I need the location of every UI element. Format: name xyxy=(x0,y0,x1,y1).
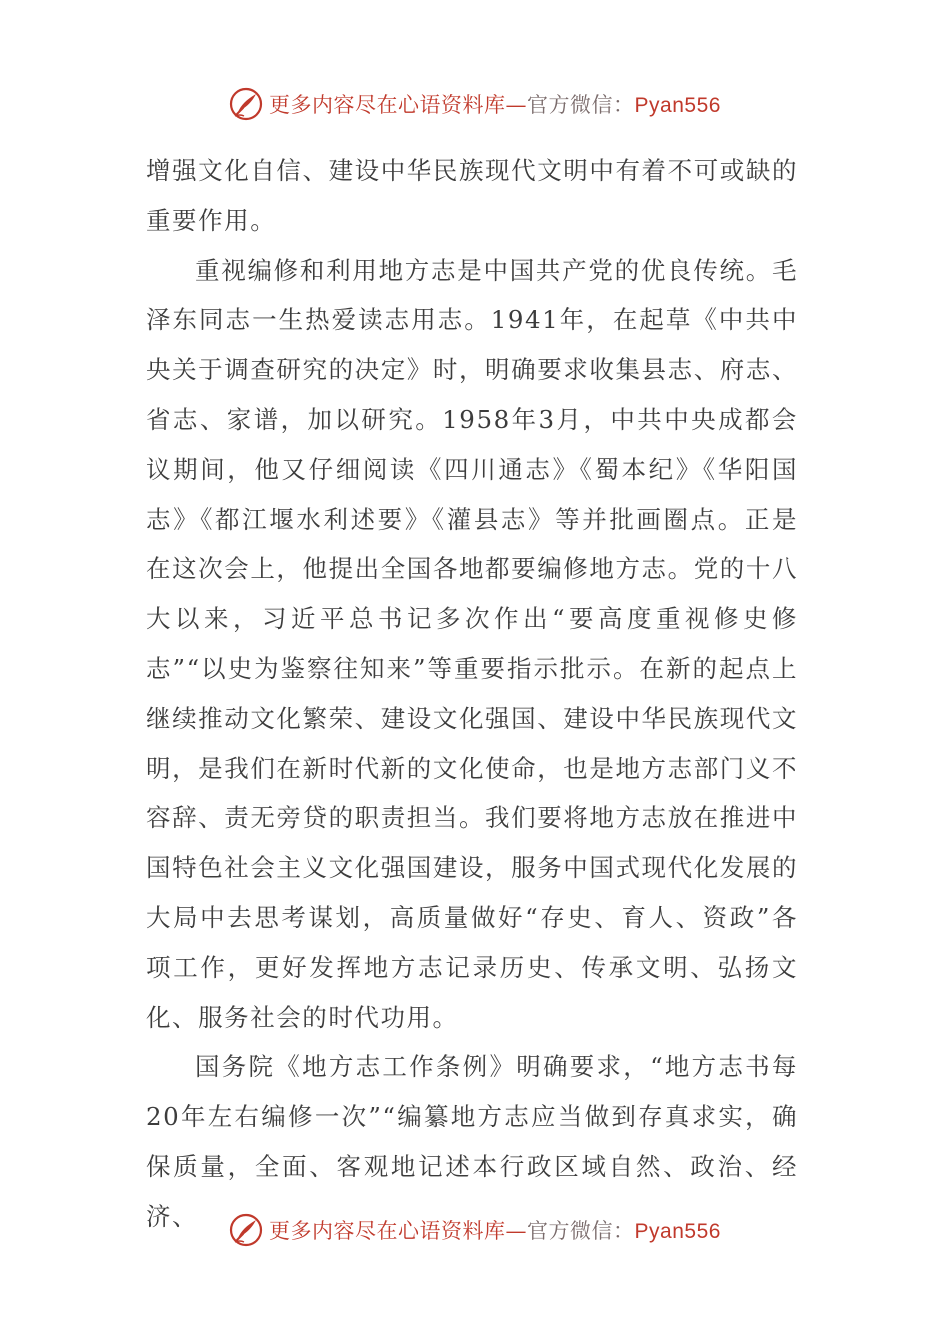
quill-seal-logo-icon xyxy=(229,1213,263,1247)
header-wechat-id: Pyan556 xyxy=(634,94,721,117)
paragraph-continuation: 增强文化自信、建设中华民族现代文明中有着不可或缺的重要作用。 xyxy=(146,156,798,235)
document-body xyxy=(146,146,798,1242)
footer-banner xyxy=(0,1210,950,1250)
header-wechat-label: 官方微信： xyxy=(527,93,635,117)
header-banner xyxy=(0,84,950,124)
paragraph-state-council-regulation: 国务院《地方志工作条例》明确要求，“地方志书每20年左右编修一次”“编纂地方志应当做到存真求实，确保质量，全面、客观地记述本行政区域自然、政治、经济、 xyxy=(146,1052,798,1231)
footer-wechat-id: Pyan556 xyxy=(634,1220,721,1243)
footer-banner-text xyxy=(269,1215,721,1245)
quill-seal-logo-icon xyxy=(229,87,263,121)
header-brand: 更多内容尽在心语资料库 xyxy=(269,93,506,117)
footer-separator: — xyxy=(505,1219,528,1243)
paragraph-local-chronicles-tradition: 重视编修和利用地方志是中国共产党的优良传统。毛泽东同志一生热爱读志用志。1941年，在起草《中共中央关于调查研究的决定》时，明确要求收集县志、府志、省志、家谱，加以研究。1958年3月，中共中央成都会议期间，他又仔细阅读《四川通志》《蜀本纪》《华阳国志》《都江堰水利述要》《灌县志》等并批画圈点。正是在这次会上，他提出全国各地都要编修地方志。党的十八大以来，习近平总书记多次作出“要高度重视修史修志”“以史为鉴察往知来”等重要指示批示。在新的起点上继续推动文化繁荣、建设文化强国、建设中华民族现代文明，是我们在新时代新的文化使命，也是地方志部门义不容辞、责无旁贷的职责担当。我们要将地方志放在推进中国特色社会主义文化强国建设，服务中国式现代化发展的大局中去思考谋划，高质量做好“存史、育人、资政”各项工作，更好发挥地方志记录历史、传承文明、弘扬文化、服务社会的时代功用。 xyxy=(146,255,798,1032)
header-banner-text xyxy=(269,89,721,119)
footer-wechat-label: 官方微信： xyxy=(527,1219,635,1243)
header-separator: — xyxy=(505,93,528,117)
footer-brand: 更多内容尽在心语资料库 xyxy=(269,1219,506,1243)
